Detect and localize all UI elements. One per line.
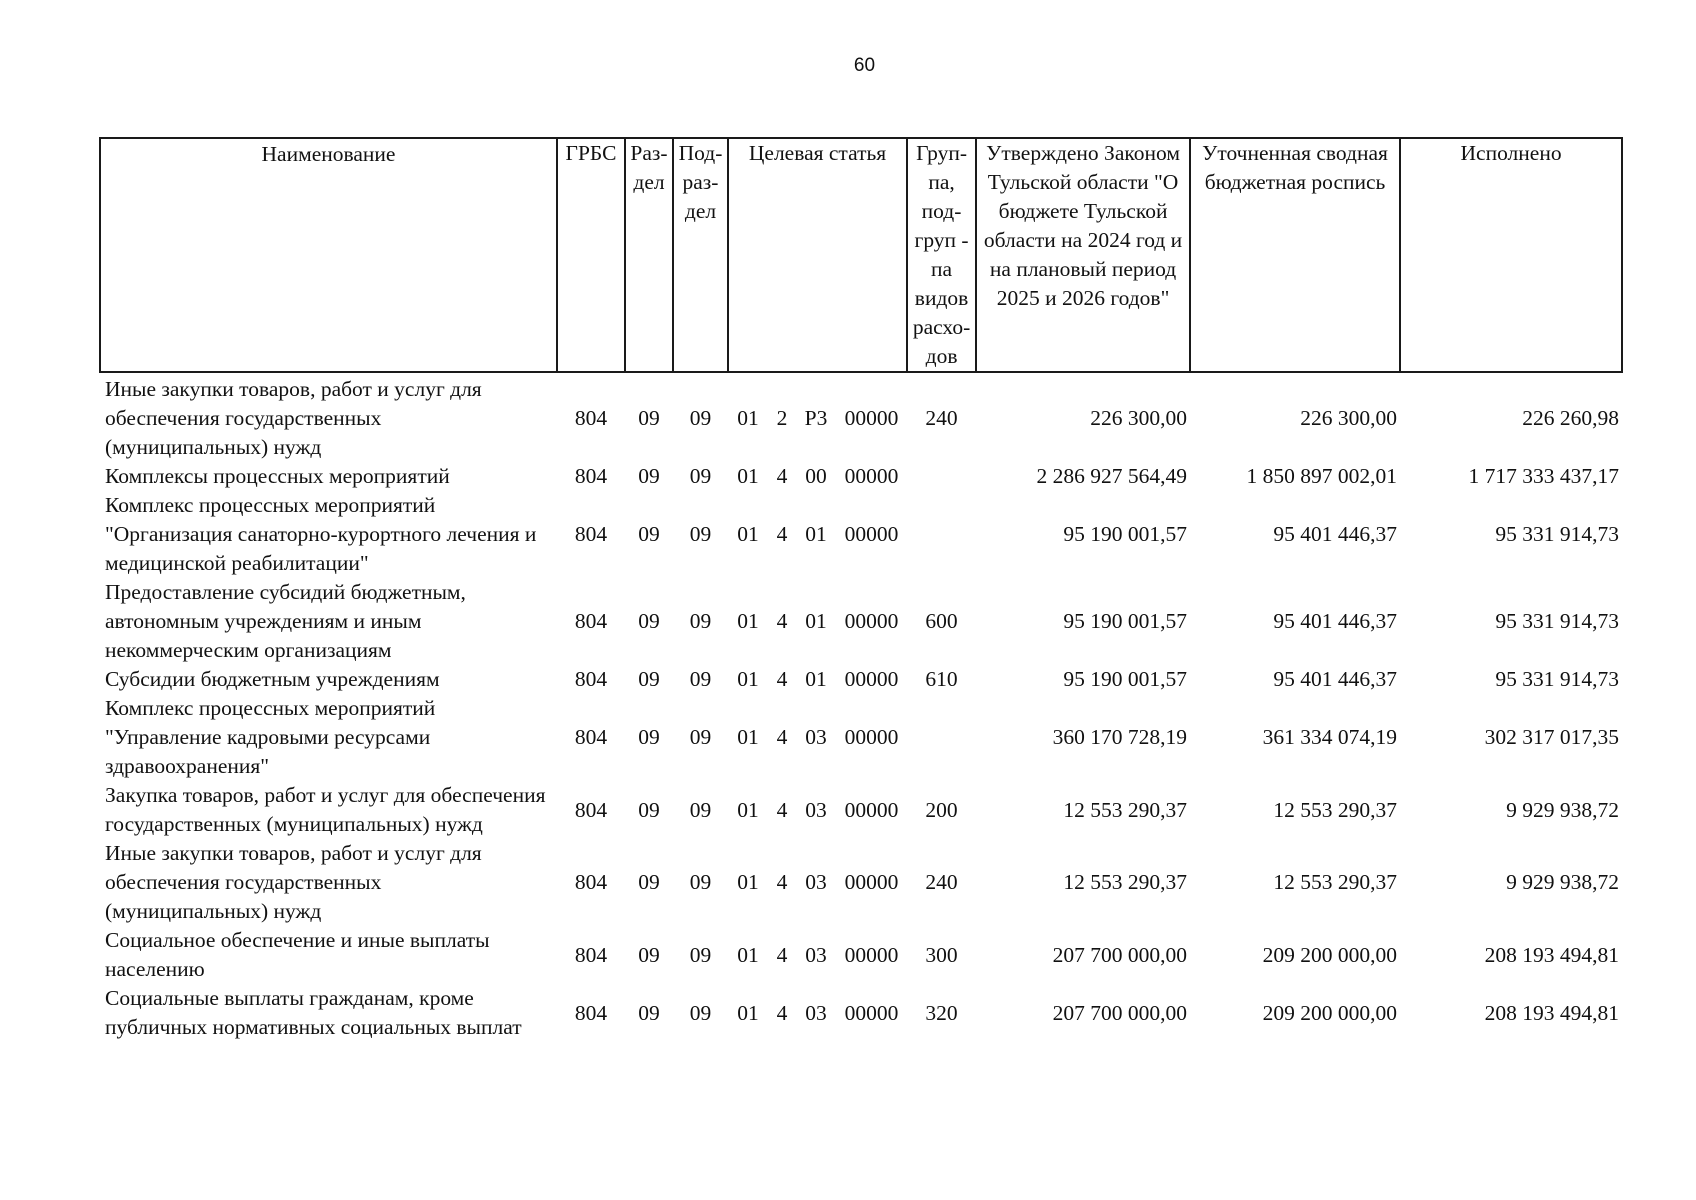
row-podrazdel: 09 [689, 406, 712, 430]
row-target-direction: 00000 [844, 1000, 899, 1025]
row-target-direction: 00000 [844, 464, 899, 488]
row-executed: 208 193 494,81 [1484, 1000, 1620, 1025]
row-grbs: 804 [574, 870, 608, 894]
row-executed: 208 193 494,81 [1484, 942, 1620, 967]
row-target-element: 00 [805, 464, 827, 488]
row-target-type: 4 [776, 609, 788, 633]
row-expense-group: 600 [925, 609, 958, 633]
row-target-type: 4 [776, 870, 788, 894]
row-name: Комплекс процессных мероприятий "Управление кадровыми ресурсами здравоохранения" [105, 696, 436, 778]
row-target-element: 01 [805, 522, 827, 546]
row-name: Комплекс процессных мероприятий "Организация санаторно-курортного лечения и медицинской реабилитации" [105, 493, 537, 575]
table-row [100, 694, 1622, 781]
row-target-direction: 00000 [844, 942, 899, 967]
row-approved: 12 553 290,37 [1063, 870, 1188, 894]
row-target-type: 4 [776, 797, 788, 822]
row-target-program: 01 [737, 667, 759, 691]
table-row [100, 462, 1622, 491]
row-executed: 226 260,98 [1522, 406, 1620, 430]
table-row [100, 578, 1622, 665]
header-grbs: ГРБС [557, 138, 625, 372]
header-expense-group [907, 138, 976, 372]
row-razdel: 09 [638, 870, 660, 894]
row-target-direction: 00000 [844, 870, 899, 894]
row-specified: 95 401 446,37 [1273, 522, 1398, 546]
row-target-program: 01 [737, 464, 759, 488]
row-grbs: 804 [574, 609, 608, 633]
row-target-element: 03 [805, 1000, 827, 1025]
row-executed: 95 331 914,73 [1495, 609, 1620, 633]
table-row [100, 984, 1622, 1042]
row-name: Социальные выплаты гражданам, кроме публичных нормативных социальных выплат [105, 986, 522, 1039]
row-podrazdel: 09 [689, 725, 712, 749]
row-target-direction: 00000 [844, 725, 899, 749]
row-target-direction: 00000 [844, 522, 899, 546]
row-razdel: 09 [638, 609, 660, 633]
row-target-direction: 00000 [844, 667, 899, 691]
header-target-article: Целевая статья [728, 138, 907, 372]
row-expense-group: 240 [925, 870, 958, 894]
row-approved: 226 300,00 [1090, 406, 1188, 430]
row-target-type: 4 [776, 1000, 788, 1025]
row-name: Субсидии бюджетным учреждениям [105, 667, 440, 691]
budget-table [99, 137, 1623, 1042]
row-grbs: 804 [574, 406, 608, 430]
row-executed: 9 929 938,72 [1506, 797, 1620, 822]
row-expense-group: 300 [925, 942, 958, 967]
row-target-element: 03 [805, 797, 827, 822]
row-approved: 12 553 290,37 [1063, 797, 1188, 822]
table-row [100, 926, 1622, 984]
row-specified: 209 200 000,00 [1262, 942, 1398, 967]
row-executed: 95 331 914,73 [1495, 667, 1620, 691]
row-razdel: 09 [638, 942, 660, 967]
row-specified: 209 200 000,00 [1262, 1000, 1398, 1025]
row-specified: 95 401 446,37 [1273, 667, 1398, 691]
row-target-type: 4 [776, 667, 788, 691]
row-grbs: 804 [574, 464, 608, 488]
row-grbs: 804 [574, 1000, 608, 1025]
row-specified: 1 850 897 002,01 [1246, 464, 1398, 488]
row-approved: 207 700 000,00 [1052, 1000, 1188, 1025]
table-row [100, 491, 1622, 578]
row-target-element: 01 [805, 609, 827, 633]
row-target-element: Р3 [804, 406, 828, 430]
row-target-element: 03 [805, 942, 827, 967]
row-target-direction: 00000 [844, 797, 899, 822]
row-target-element: 03 [805, 725, 827, 749]
row-executed: 95 331 914,73 [1495, 522, 1620, 546]
row-expense-group [907, 491, 976, 578]
row-name: Иные закупки товаров, работ и услуг для обеспечения государственных (муниципальных) нужд [105, 841, 482, 923]
row-target-program: 01 [737, 1000, 759, 1025]
row-target-element: 01 [805, 667, 827, 691]
row-executed: 9 929 938,72 [1506, 870, 1620, 894]
row-target-program: 01 [737, 406, 759, 430]
table-row [100, 372, 1622, 462]
row-target-type: 4 [776, 522, 788, 546]
row-target-type: 2 [776, 406, 788, 430]
row-grbs: 804 [574, 797, 608, 822]
row-approved: 2 286 927 564,49 [1036, 464, 1188, 488]
row-grbs: 804 [574, 522, 608, 546]
row-target-program: 01 [737, 725, 759, 749]
row-approved: 360 170 728,19 [1052, 725, 1188, 749]
header-specified: Уточненная сводная бюджетная роспись [1190, 138, 1400, 372]
row-grbs: 804 [574, 725, 608, 749]
row-expense-group: 240 [925, 406, 958, 430]
header-executed: Исполнено [1400, 138, 1622, 372]
row-approved: 207 700 000,00 [1052, 942, 1188, 967]
row-podrazdel: 09 [689, 667, 712, 691]
row-expense-group: 320 [925, 1000, 958, 1025]
row-name: Закупка товаров, работ и услуг для обеспечения государственных (муниципальных) нужд [105, 783, 546, 836]
table-row [100, 839, 1622, 926]
row-specified: 12 553 290,37 [1273, 870, 1398, 894]
row-approved: 95 190 001,57 [1063, 667, 1188, 691]
row-target-element: 03 [805, 870, 827, 894]
row-approved: 95 190 001,57 [1063, 522, 1188, 546]
row-razdel: 09 [638, 464, 660, 488]
row-target-type: 4 [776, 942, 788, 967]
row-razdel: 09 [638, 522, 660, 546]
row-podrazdel: 09 [689, 870, 712, 894]
row-podrazdel: 09 [689, 797, 712, 822]
row-expense-group: 200 [925, 797, 958, 822]
row-approved: 95 190 001,57 [1063, 609, 1188, 633]
row-specified: 95 401 446,37 [1273, 609, 1398, 633]
row-specified: 226 300,00 [1300, 406, 1398, 430]
row-target-direction: 00000 [844, 406, 899, 430]
row-target-program: 01 [737, 870, 759, 894]
row-name: Комплексы процессных мероприятий [105, 464, 450, 488]
row-executed: 1 717 333 437,17 [1468, 464, 1620, 488]
row-razdel: 09 [638, 797, 660, 822]
row-target-direction: 00000 [844, 609, 899, 633]
table-row [100, 781, 1622, 839]
header-razdel: Раз-дел [625, 138, 673, 372]
row-name: Иные закупки товаров, работ и услуг для обеспечения государственных (муниципальных) нужд [105, 377, 482, 459]
header-name: Наименование [100, 138, 557, 372]
row-razdel: 09 [638, 725, 660, 749]
row-target-program: 01 [737, 797, 759, 822]
row-expense-group [907, 694, 976, 781]
row-razdel: 09 [638, 667, 660, 691]
row-podrazdel: 09 [689, 464, 712, 488]
row-target-program: 01 [737, 942, 759, 967]
row-target-type: 4 [776, 725, 788, 749]
header-expense-group-label: Груп-па, под-груп - па видов расхо-дов [912, 141, 971, 368]
row-name: Предоставление субсидий бюджетным, автономным учреждениям и иным некоммерческим организациям [105, 580, 466, 662]
row-expense-group [907, 462, 976, 491]
row-specified: 12 553 290,37 [1273, 797, 1398, 822]
table-header [100, 138, 1622, 372]
row-razdel: 09 [638, 406, 660, 430]
row-expense-group: 610 [925, 667, 958, 691]
row-grbs: 804 [574, 667, 608, 691]
row-podrazdel: 09 [689, 609, 712, 633]
row-podrazdel: 09 [689, 942, 712, 967]
table-row [100, 665, 1622, 694]
row-specified: 361 334 074,19 [1262, 725, 1398, 749]
row-target-type: 4 [776, 464, 788, 488]
row-podrazdel: 09 [689, 1000, 712, 1025]
page-number: 60 [853, 55, 876, 76]
row-podrazdel: 09 [689, 522, 712, 546]
row-razdel: 09 [638, 1000, 660, 1025]
row-target-program: 01 [737, 609, 759, 633]
row-name: Социальное обеспечение и иные выплаты населению [105, 928, 490, 981]
row-executed: 302 317 017,35 [1484, 725, 1620, 749]
row-grbs: 804 [574, 942, 608, 967]
header-podrazdel: Под-раз-дел [673, 138, 728, 372]
row-target-program: 01 [737, 522, 759, 546]
table-body [100, 372, 1622, 1042]
header-approved: Утверждено Законом Тульской области "О бюджете Тульской области на 2024 год и на плановый период 2025 и 2026 годов" [976, 138, 1190, 372]
